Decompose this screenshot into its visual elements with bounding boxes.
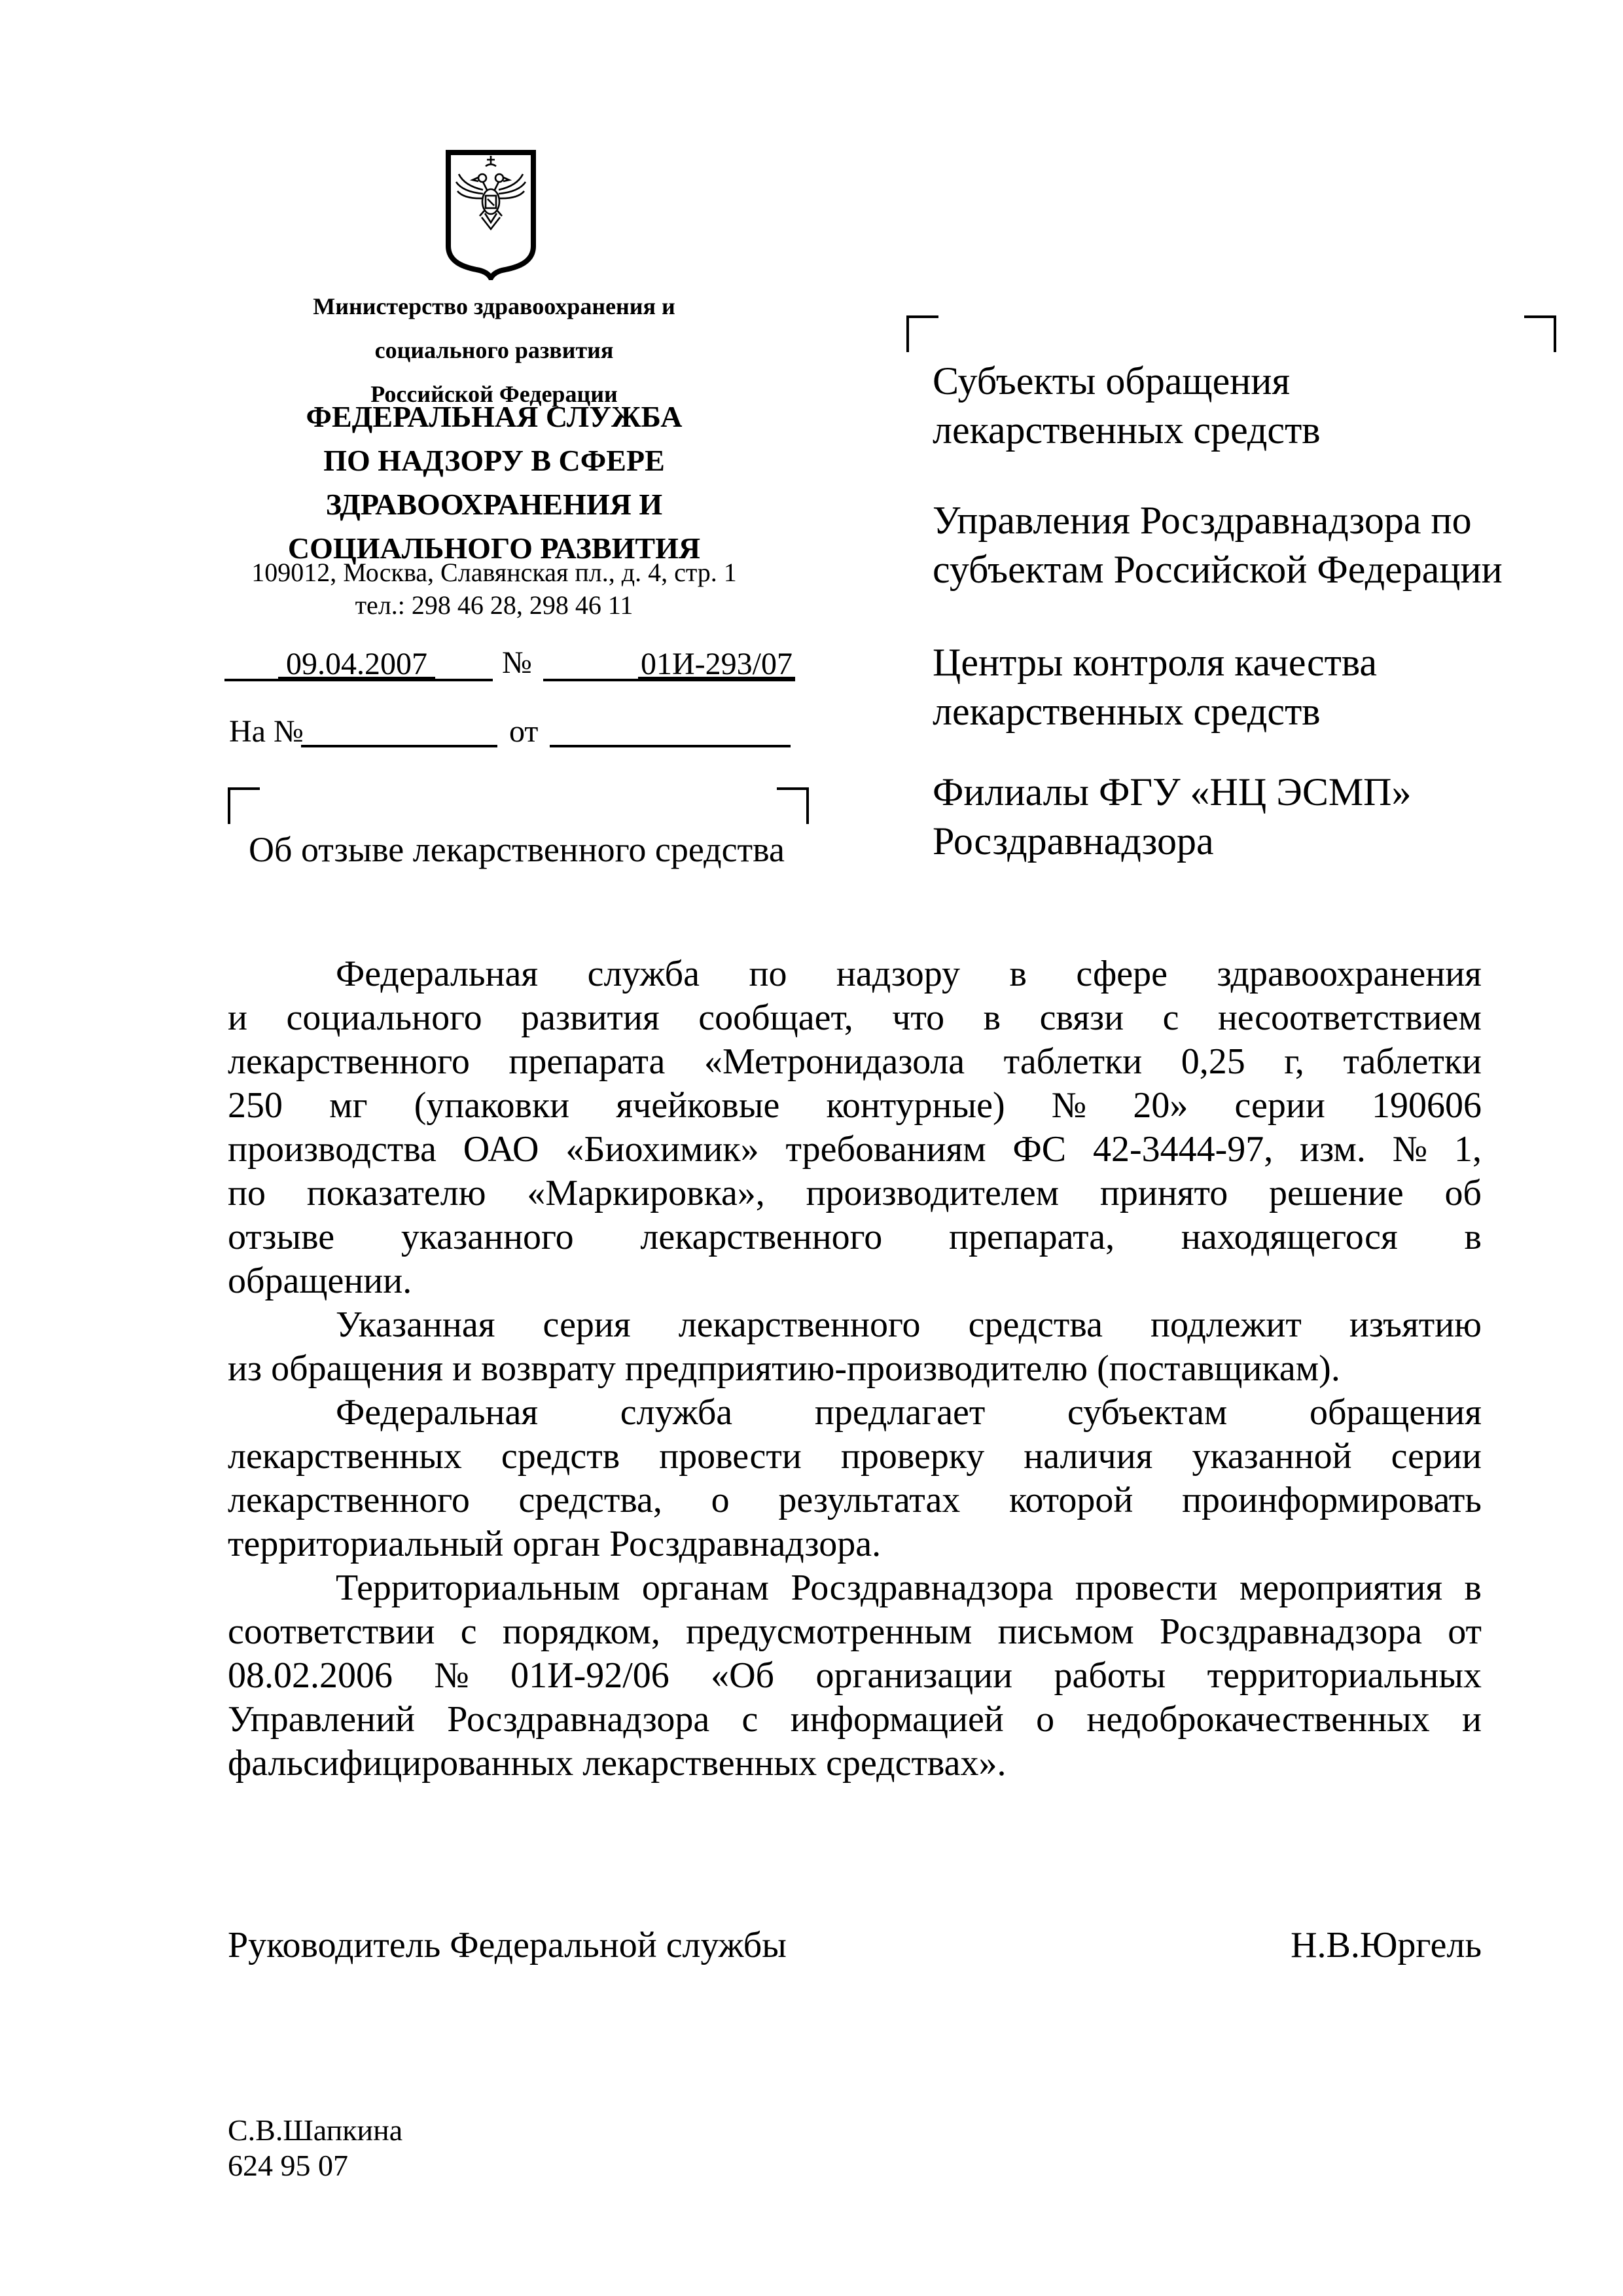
recipient-group	[933, 357, 1508, 455]
letter-date: 09.04.2007	[286, 647, 427, 681]
subject-corner-mark	[777, 787, 809, 824]
text-line: лекарственного средства, о результатах которой проинформировать	[228, 1480, 1482, 1520]
paragraph	[228, 952, 1482, 1303]
text-line: Субъекты обращения	[933, 359, 1291, 403]
text-line: лекарственных средств	[933, 690, 1321, 733]
text-line: Федеральная служба по надзору в сфере здравоохранения	[336, 954, 1482, 994]
reply-from-label: от	[509, 714, 539, 749]
text-line: отзыве указанного лекарственного препарата, находящегося в	[228, 1217, 1482, 1257]
text-line: 08.02.2006 № 01И-92/06 «Об организации работы территориальных	[228, 1655, 1482, 1696]
text-line: Управления Росздравнадзора по	[933, 499, 1472, 542]
signature-row	[228, 1924, 1482, 1966]
reply-date-blank	[550, 745, 791, 747]
recipient-group	[933, 768, 1508, 866]
text-line: Федеральная служба предлагает субъектам обращения	[336, 1392, 1482, 1433]
text-line: по показателю «Маркировка», производителем принято решение об	[228, 1173, 1482, 1213]
recipient-corner-mark	[906, 315, 938, 352]
text-line: обращении.	[228, 1261, 412, 1301]
text-line: территориальный орган Росздравнадзора.	[228, 1524, 882, 1564]
text-line: ФЕДЕРАЛЬНАЯ СЛУЖБА	[306, 400, 683, 433]
subject-line: Об отзыве лекарственного средства	[249, 830, 785, 869]
text-line: лекарственных средств	[933, 408, 1321, 452]
recipient-group	[933, 638, 1508, 736]
text-line: лекарственного препарата «Метронидазола таблетки 0,25 г, таблетки	[228, 1041, 1482, 1082]
text-line: Росздравнадзора	[933, 819, 1214, 863]
text-line: и социального развития сообщает, что в связи с несоответствием	[228, 997, 1482, 1038]
text-line: Центры контроля качества	[933, 641, 1378, 684]
recipient-corner-mark	[1524, 315, 1556, 352]
reply-number-blank	[301, 745, 497, 747]
body-text	[228, 952, 1482, 1785]
text-line: ЗДРАВООХРАНЕНИЯ И	[325, 488, 663, 521]
text-line: Филиалы ФГУ «НЦ ЭСМП»	[933, 770, 1412, 814]
letter-number: 01И-293/07	[641, 647, 793, 681]
date-line-segment	[224, 679, 278, 681]
subject-corner-mark	[228, 787, 260, 824]
text-line: социального развития	[374, 337, 614, 363]
text-line: из обращения и возврату предприятию-производителю (поставщикам).	[228, 1348, 1340, 1389]
text-line: ПО НАДЗОРУ В СФЕРЕ	[323, 444, 665, 477]
text-line: Министерство здравоохранения и	[313, 293, 675, 319]
text-line: лекарственных средств провести проверку наличия указанной серии	[228, 1436, 1482, 1477]
signer-position: Руководитель Федеральной службы	[228, 1925, 787, 1965]
paragraph	[228, 1303, 1482, 1391]
text-line: фальсифицированных лекарственных средствах».	[228, 1743, 1007, 1784]
text-line: 250 мг (упаковки ячейковые контурные) № 20» серии 190606	[228, 1085, 1482, 1126]
executor-block	[228, 2113, 751, 2183]
number-line-segment	[543, 679, 638, 681]
paragraph	[228, 1566, 1482, 1785]
text-line: Российской Федерации	[370, 381, 618, 407]
recipients-list	[933, 357, 1508, 866]
paragraph	[228, 1391, 1482, 1566]
letterhead-phone: тел.: 298 46 28, 298 46 11	[355, 590, 633, 620]
text-line: субъектам Российской Федерации	[933, 548, 1503, 591]
executor-name: С.В.Шапкина	[228, 2113, 403, 2147]
russia-coat-of-arms-icon	[445, 149, 537, 280]
date-line-segment	[435, 679, 493, 681]
text-line: Управлений Росздравнадзора с информацией о недоброкачественных и	[228, 1699, 1482, 1740]
number-underline	[638, 677, 795, 681]
recipient-group	[933, 496, 1508, 594]
postal-address: 109012, Москва, Славянская пл., д. 4, стр. 1	[251, 558, 737, 587]
signer-name: Н.В.Юргель	[1291, 1925, 1482, 1965]
text-line: Указанная серия лекарственного средства подлежит изъятию	[336, 1304, 1482, 1345]
reply-number-label: На №	[229, 714, 304, 749]
text-line: производства ОАО «Биохимик» требованиям ФС 42-3444-97, изм. № 1,	[228, 1129, 1482, 1170]
federal-service-name	[223, 399, 766, 575]
text-line: СОЦИАЛЬНОГО РАЗВИТИЯ	[287, 531, 701, 565]
date-underline	[278, 677, 435, 681]
text-line: Территориальным органам Росздравнадзора провести мероприятия в	[336, 1568, 1482, 1608]
text-line: соответствии с порядком, предусмотренным письмом Росздравнадзора от	[228, 1611, 1482, 1652]
executor-phone: 624 95 07	[228, 2149, 348, 2182]
number-sign: №	[502, 645, 532, 680]
